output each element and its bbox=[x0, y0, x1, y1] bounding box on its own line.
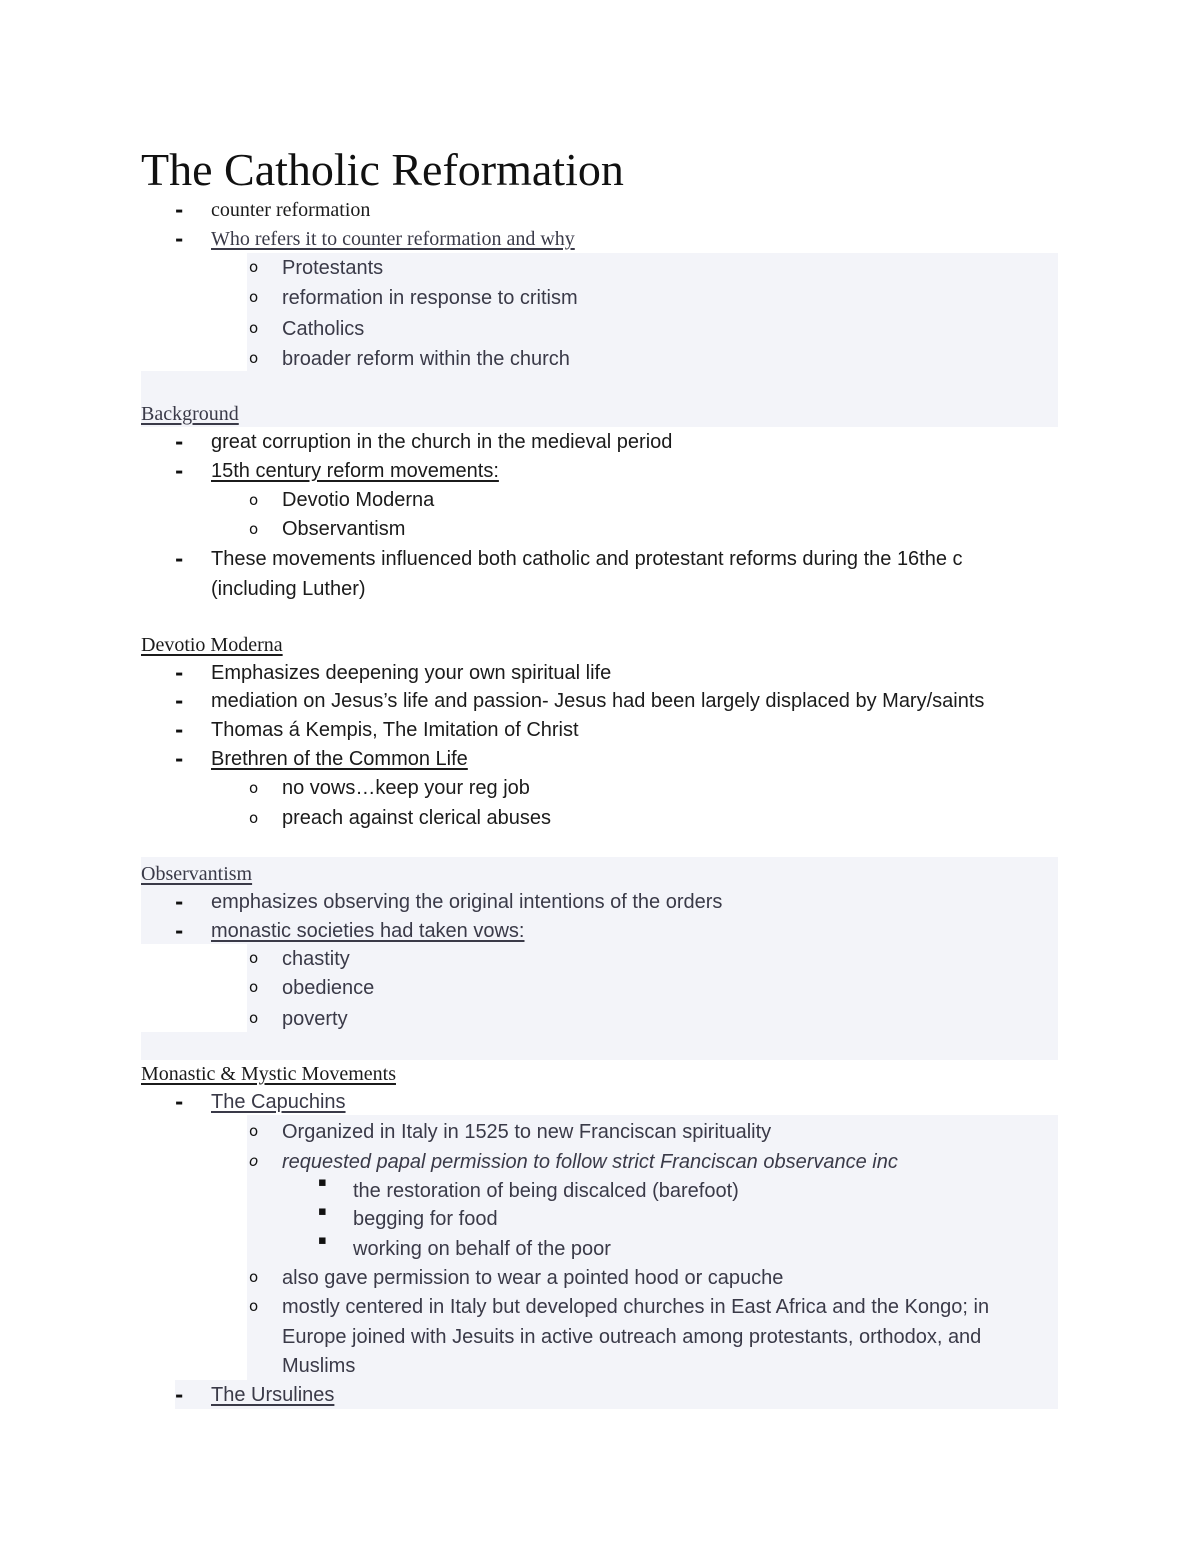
highlight-band bbox=[141, 371, 1058, 427]
sub-sub-item: begging for food bbox=[353, 1208, 498, 1230]
square-marker: ▪ bbox=[318, 1204, 327, 1219]
list-item: monastic societies had taken vows: bbox=[211, 920, 525, 942]
sub-item: Observantism bbox=[282, 518, 406, 540]
circle-marker: o bbox=[249, 349, 259, 367]
dash-marker: - bbox=[175, 1090, 184, 1114]
sub-item: Catholics bbox=[282, 318, 365, 340]
section-heading-background: Background bbox=[141, 403, 239, 425]
section-heading-devotio-moderna: Devotio Moderna bbox=[141, 634, 283, 656]
circle-marker: o bbox=[249, 1268, 259, 1286]
sub-item: no vows…keep your reg job bbox=[282, 777, 530, 799]
sub-item: requested papal permission to follow strict Franciscan observance inc bbox=[282, 1151, 898, 1173]
list-item: These movements influenced both catholic and protestant reforms during the 16the c bbox=[211, 548, 963, 570]
list-item: The Ursulines bbox=[211, 1384, 335, 1406]
dash-marker: - bbox=[175, 547, 184, 571]
circle-marker: o bbox=[249, 319, 259, 337]
sub-item: Protestants bbox=[282, 257, 384, 279]
circle-marker: o bbox=[249, 520, 259, 538]
highlight-band bbox=[141, 1032, 1058, 1060]
circle-marker: o bbox=[249, 491, 259, 509]
dash-marker: - bbox=[175, 198, 184, 222]
sub-item: preach against clerical abuses bbox=[282, 807, 552, 829]
circle-marker: o bbox=[249, 288, 259, 306]
sub-item: reformation in response to critism bbox=[282, 287, 578, 309]
circle-marker: o bbox=[249, 978, 259, 996]
list-item: emphasizes observing the original intentions of the orders bbox=[211, 891, 723, 913]
sub-item: obedience bbox=[282, 977, 375, 999]
sub-item: broader reform within the church bbox=[282, 348, 570, 370]
sub-item: chastity bbox=[282, 948, 350, 970]
sub-item: Devotio Moderna bbox=[282, 489, 435, 511]
sub-item: mostly centered in Italy but developed churches in East Africa and the Kongo; in bbox=[282, 1296, 990, 1318]
list-item: Thomas á Kempis, The Imitation of Christ bbox=[211, 719, 579, 741]
dash-marker: - bbox=[175, 1383, 184, 1407]
list-item: 15th century reform movements: bbox=[211, 460, 499, 482]
dash-marker: - bbox=[175, 459, 184, 483]
section-heading-monastic: Monastic & Mystic Movements bbox=[141, 1063, 396, 1085]
dash-marker: - bbox=[175, 227, 184, 251]
sub-sub-item: working on behalf of the poor bbox=[353, 1238, 611, 1260]
list-item: counter reformation bbox=[211, 199, 371, 221]
sub-item: poverty bbox=[282, 1008, 348, 1030]
sub-item: also gave permission to wear a pointed hood or capuche bbox=[282, 1267, 784, 1289]
page-title: The Catholic Reformation bbox=[141, 144, 624, 195]
list-item: great corruption in the church in the medieval period bbox=[211, 431, 673, 453]
sub-sub-item: the restoration of being discalced (barefoot) bbox=[353, 1180, 739, 1202]
list-item: Who refers it to counter reformation and why bbox=[211, 228, 575, 250]
list-item: mediation on Jesus’s life and passion- Jesus had been largely displaced by Mary/saints bbox=[211, 690, 985, 712]
section-heading-observantism: Observantism bbox=[141, 863, 253, 885]
dash-marker: - bbox=[175, 689, 184, 713]
square-marker: ▪ bbox=[318, 1233, 327, 1248]
sub-item-continuation: Muslims bbox=[282, 1355, 356, 1377]
dash-marker: - bbox=[175, 747, 184, 771]
dash-marker: - bbox=[175, 661, 184, 685]
square-marker: ▪ bbox=[318, 1175, 327, 1190]
sub-item-continuation: Europe joined with Jesuits in active outreach among protestants, orthodox, and bbox=[282, 1326, 982, 1348]
circle-marker: o bbox=[249, 1152, 259, 1170]
dash-marker: - bbox=[175, 919, 184, 943]
circle-marker: o bbox=[249, 809, 259, 827]
circle-marker: o bbox=[249, 1122, 259, 1140]
circle-marker: o bbox=[249, 258, 259, 276]
circle-marker: o bbox=[249, 949, 259, 967]
circle-marker: o bbox=[249, 1009, 259, 1027]
dash-marker: - bbox=[175, 430, 184, 454]
list-item-continuation: (including Luther) bbox=[211, 578, 366, 600]
dash-marker: - bbox=[175, 718, 184, 742]
sub-item: Organized in Italy in 1525 to new Franciscan spirituality bbox=[282, 1121, 772, 1143]
list-item: The Capuchins bbox=[211, 1091, 346, 1113]
dash-marker: - bbox=[175, 890, 184, 914]
list-item: Emphasizes deepening your own spiritual life bbox=[211, 662, 612, 684]
circle-marker: o bbox=[249, 779, 259, 797]
list-item: Brethren of the Common Life bbox=[211, 748, 468, 770]
circle-marker: o bbox=[249, 1297, 259, 1315]
